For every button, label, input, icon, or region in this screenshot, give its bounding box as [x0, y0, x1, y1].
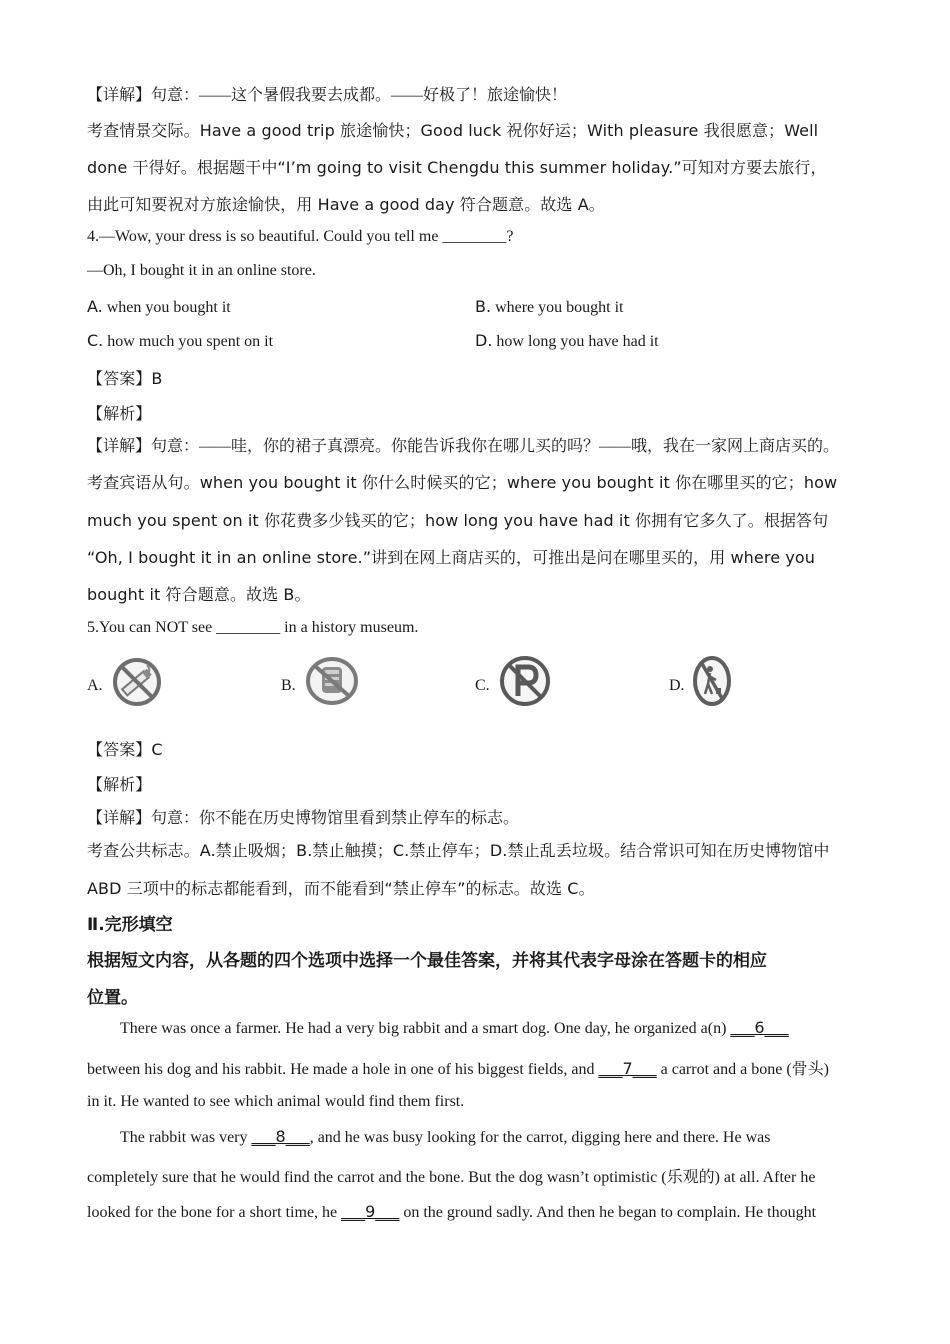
passage-line-3: in it. He wanted to see which animal would find them first. — [87, 1093, 465, 1110]
q4-option-c: C. how much you spent on it — [87, 331, 274, 350]
q5-detail: 【详解】句意：你不能在历史博物馆里看到禁止停车的标志。 — [87, 810, 520, 827]
q4-reply: —Oh, I bought it in an online store. — [87, 262, 316, 279]
q5-analysis-line-1: 考查公共标志。A.禁止吸烟；B.禁止触摸；C.禁止停车；D.禁止乱丢垃圾。结合常识可知在历史博物馆中 — [87, 841, 830, 860]
blank-9: ___9___ — [341, 1202, 400, 1221]
blank-7: ___7___ — [598, 1059, 657, 1078]
q5-option-c-key: C. — [475, 677, 490, 694]
q3-analysis-line-3: 由此可知要祝对方旅途愉快，用 Have a good day 符合题意。故选 A。 — [87, 195, 605, 214]
q5-option-b-key: B. — [281, 677, 296, 694]
q5-option-a-key: A. — [87, 677, 103, 694]
q4-analysis-line-2: much you spent on it 你花费多少钱买的它；how long you have had it 你拥有它多久了。根据答句 — [87, 511, 829, 530]
q3-detail: 【详解】句意：——这个暑假我要去成都。——好极了！旅途愉快！ — [87, 87, 568, 104]
no-parking-icon — [498, 654, 552, 708]
q4-detail: 【详解】句意：——哇，你的裙子真漂亮。你能告诉我你在哪儿买的吗？——哦，我在一家网上商店买的。 — [87, 438, 840, 455]
q4-analysis-line-4: bought it 符合题意。故选 B。 — [87, 585, 311, 604]
q5-stem: 5.You can NOT see ________ in a history museum. — [87, 619, 419, 636]
no-touching-icon — [305, 656, 359, 706]
passage-line-6: looked for the bone for a short time, he ___9___ on the ground sadly. And then he began to complain. He thought — [87, 1202, 817, 1221]
passage-line-4: The rabbit was very ___8___, and he was busy looking for the carrot, digging here and there. He was — [120, 1127, 771, 1146]
passage-line-1: There was once a farmer. He had a very big rabbit and a smart dog. One day, he organized a(n) ___6___ — [120, 1018, 789, 1037]
no-littering-icon — [691, 654, 733, 708]
q5-option-d-key: D. — [669, 677, 685, 694]
q4-stem: 4.—Wow, your dress is so beautiful. Could you tell me ________? — [87, 228, 514, 245]
q4-option-a: A. when you bought it — [87, 297, 231, 316]
q4-option-b: B. where you bought it — [475, 297, 624, 316]
blank-6: ___6___ — [730, 1018, 789, 1037]
q5-analysis-line-2: ABD 三项中的标志都能看到，而不能看到“禁止停车”的标志。故选 C。 — [87, 879, 595, 898]
section-title: Ⅱ.完形填空 — [87, 915, 173, 935]
q4-analysis-line-1: 考查宾语从句。when you bought it 你什么时候买的它；where you bought it 你在哪里买的它；how — [87, 473, 838, 492]
q4-answer: 【答案】B — [87, 369, 163, 388]
q4-option-d: D. how long you have had it — [475, 331, 659, 350]
no-smoking-icon — [111, 656, 163, 708]
passage-line-2: between his dog and his rabbit. He made a hole in one of his biggest fields, and ___7___ a carrot and a bone (骨头) — [87, 1059, 829, 1078]
q5-analysis-label: 【解析】 — [87, 775, 152, 794]
section-instruction-2: 位置。 — [87, 988, 138, 1008]
q3-analysis-line-2: done 干得好。根据题干中“I’m going to visit Chengdu this summer holiday.”可知对方要去旅行， — [87, 158, 827, 177]
passage-line-5: completely sure that he would find the carrot and the bone. But the dog wasn’t optimistic (乐观的) at all. After he — [87, 1169, 816, 1186]
blank-8: ___8___ — [251, 1127, 310, 1146]
q5-answer: 【答案】C — [87, 740, 163, 759]
q3-analysis-line-1: 考查情景交际。Have a good trip 旅途愉快；Good luck 祝你好运；With pleasure 我很愿意；Well — [87, 121, 819, 140]
q4-analysis-line-3: “Oh, I bought it in an online store.”讲到在网上商店买的，可推出是问在哪里买的，用 where you — [87, 548, 816, 567]
q4-analysis-label: 【解析】 — [87, 404, 152, 423]
section-instruction-1: 根据短文内容，从各题的四个选项中选择一个最佳答案，并将其代表字母涂在答题卡的相应 — [87, 951, 767, 971]
